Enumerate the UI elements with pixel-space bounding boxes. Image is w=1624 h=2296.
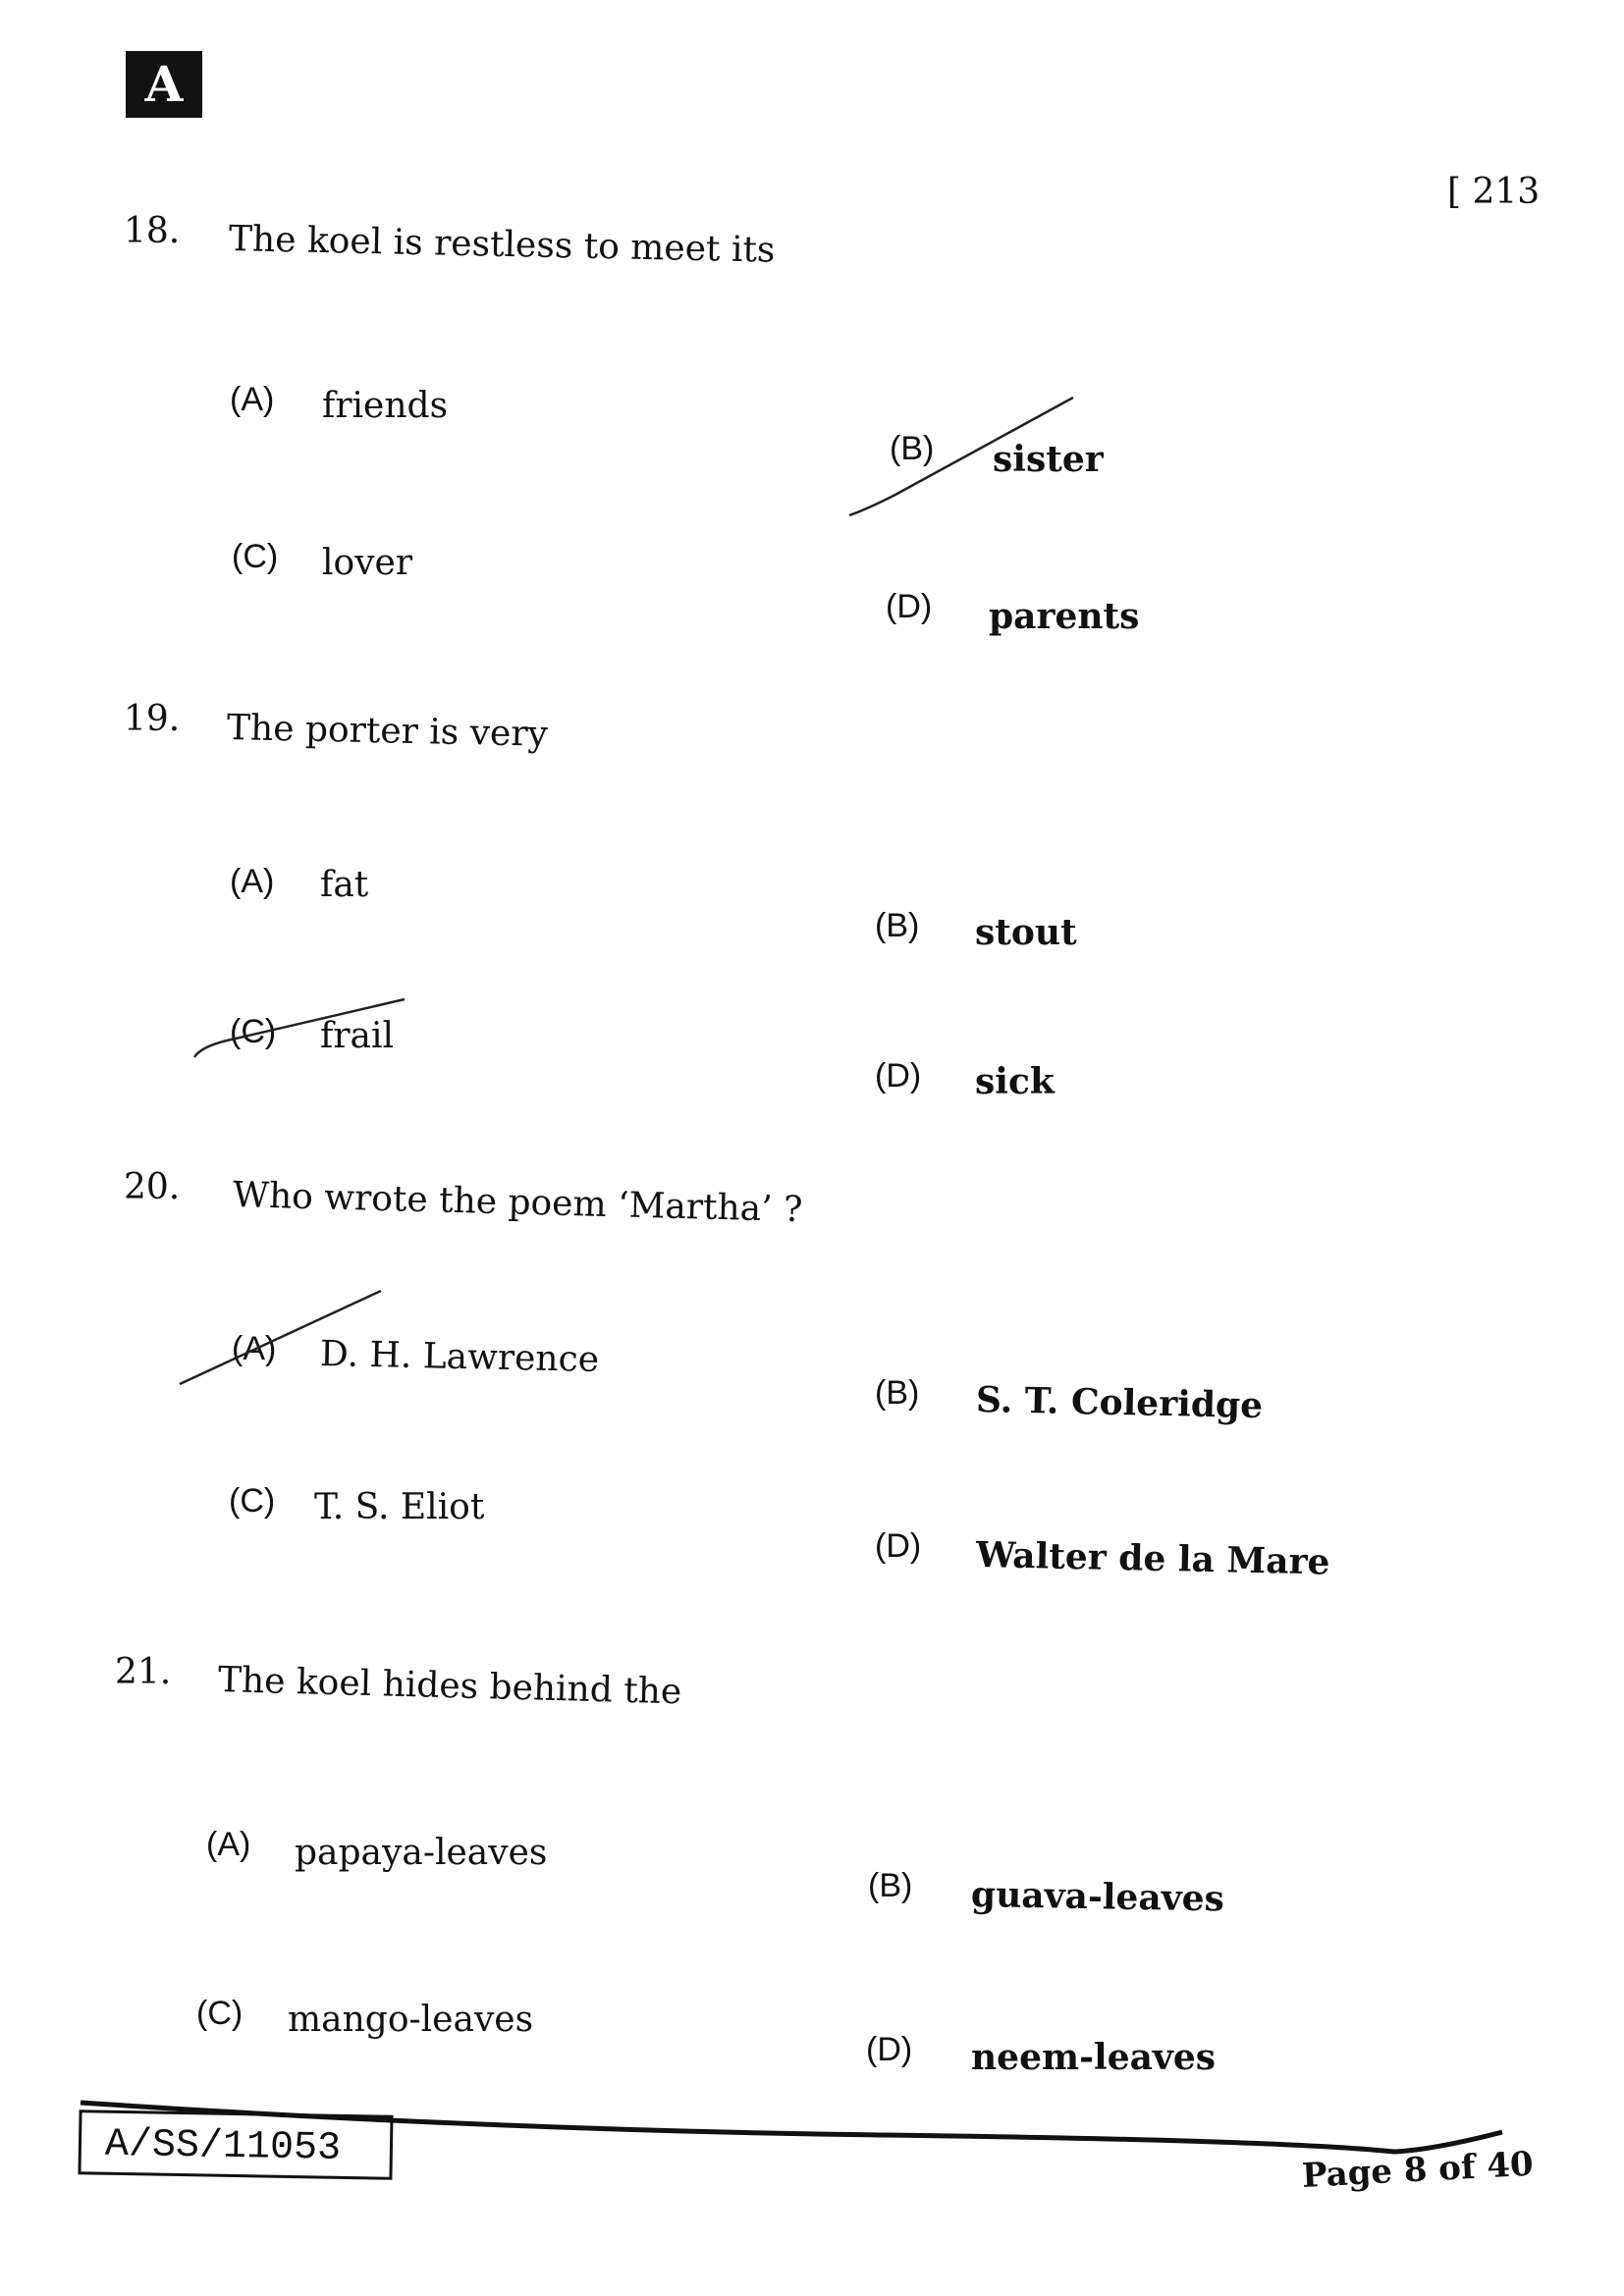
question-text: The porter is very [226,708,549,755]
option-label: (A) [232,1330,277,1367]
question-number: 21. [115,1652,172,1692]
option-text: frail [320,1016,395,1056]
option-text: D. H. Lawrence [319,1334,600,1380]
option-label: (D) [866,2031,913,2068]
question-number: 19. [124,699,181,739]
question-number: 20. [124,1167,181,1207]
option-label: (C) [196,1995,244,2032]
question-text: The koel is restless to meet its [228,219,776,271]
option-text: T. S. Eliot [314,1487,485,1527]
option-text: lover [322,543,413,583]
option-label: (B) [890,430,935,467]
option-text: sister [993,439,1104,480]
question-number: 18. [124,211,181,251]
option-label: (D) [875,1057,922,1095]
option-text: S. T. Coleridge [975,1379,1264,1427]
option-text: friends [322,386,449,426]
option-text: papaya-leaves [295,1833,548,1873]
option-label: (A) [230,381,275,418]
option-label: (A) [206,1826,251,1863]
question-text: The koel hides behind the [217,1660,682,1713]
option-text: guava-leaves [970,1874,1225,1920]
option-label: (B) [868,1867,913,1904]
option-label: (A) [230,863,275,900]
option-label: (D) [886,588,933,625]
option-label: (D) [875,1527,922,1565]
option-label: (C) [230,1013,277,1050]
page-number: Page 8 of 40 [1300,2144,1535,2196]
question-text: Who wrote the poem ‘Martha’ ? [232,1175,803,1231]
option-label: (C) [232,538,279,575]
option-text: neem-leaves [971,2037,1217,2078]
set-code-badge: A [126,51,202,118]
option-text: sick [975,1061,1055,1102]
option-text: mango-leaves [288,2000,534,2040]
question-range-marker: [ 213 [1447,172,1541,212]
option-label: (B) [875,907,920,944]
paper-code-box: A/SS/11053 [78,2109,393,2180]
option-label: (B) [875,1374,920,1412]
option-text: fat [320,865,369,905]
option-text: stout [975,912,1077,953]
option-label: (C) [229,1482,276,1520]
option-text: Walter de la Mare [975,1534,1330,1583]
option-text: parents [989,596,1140,637]
